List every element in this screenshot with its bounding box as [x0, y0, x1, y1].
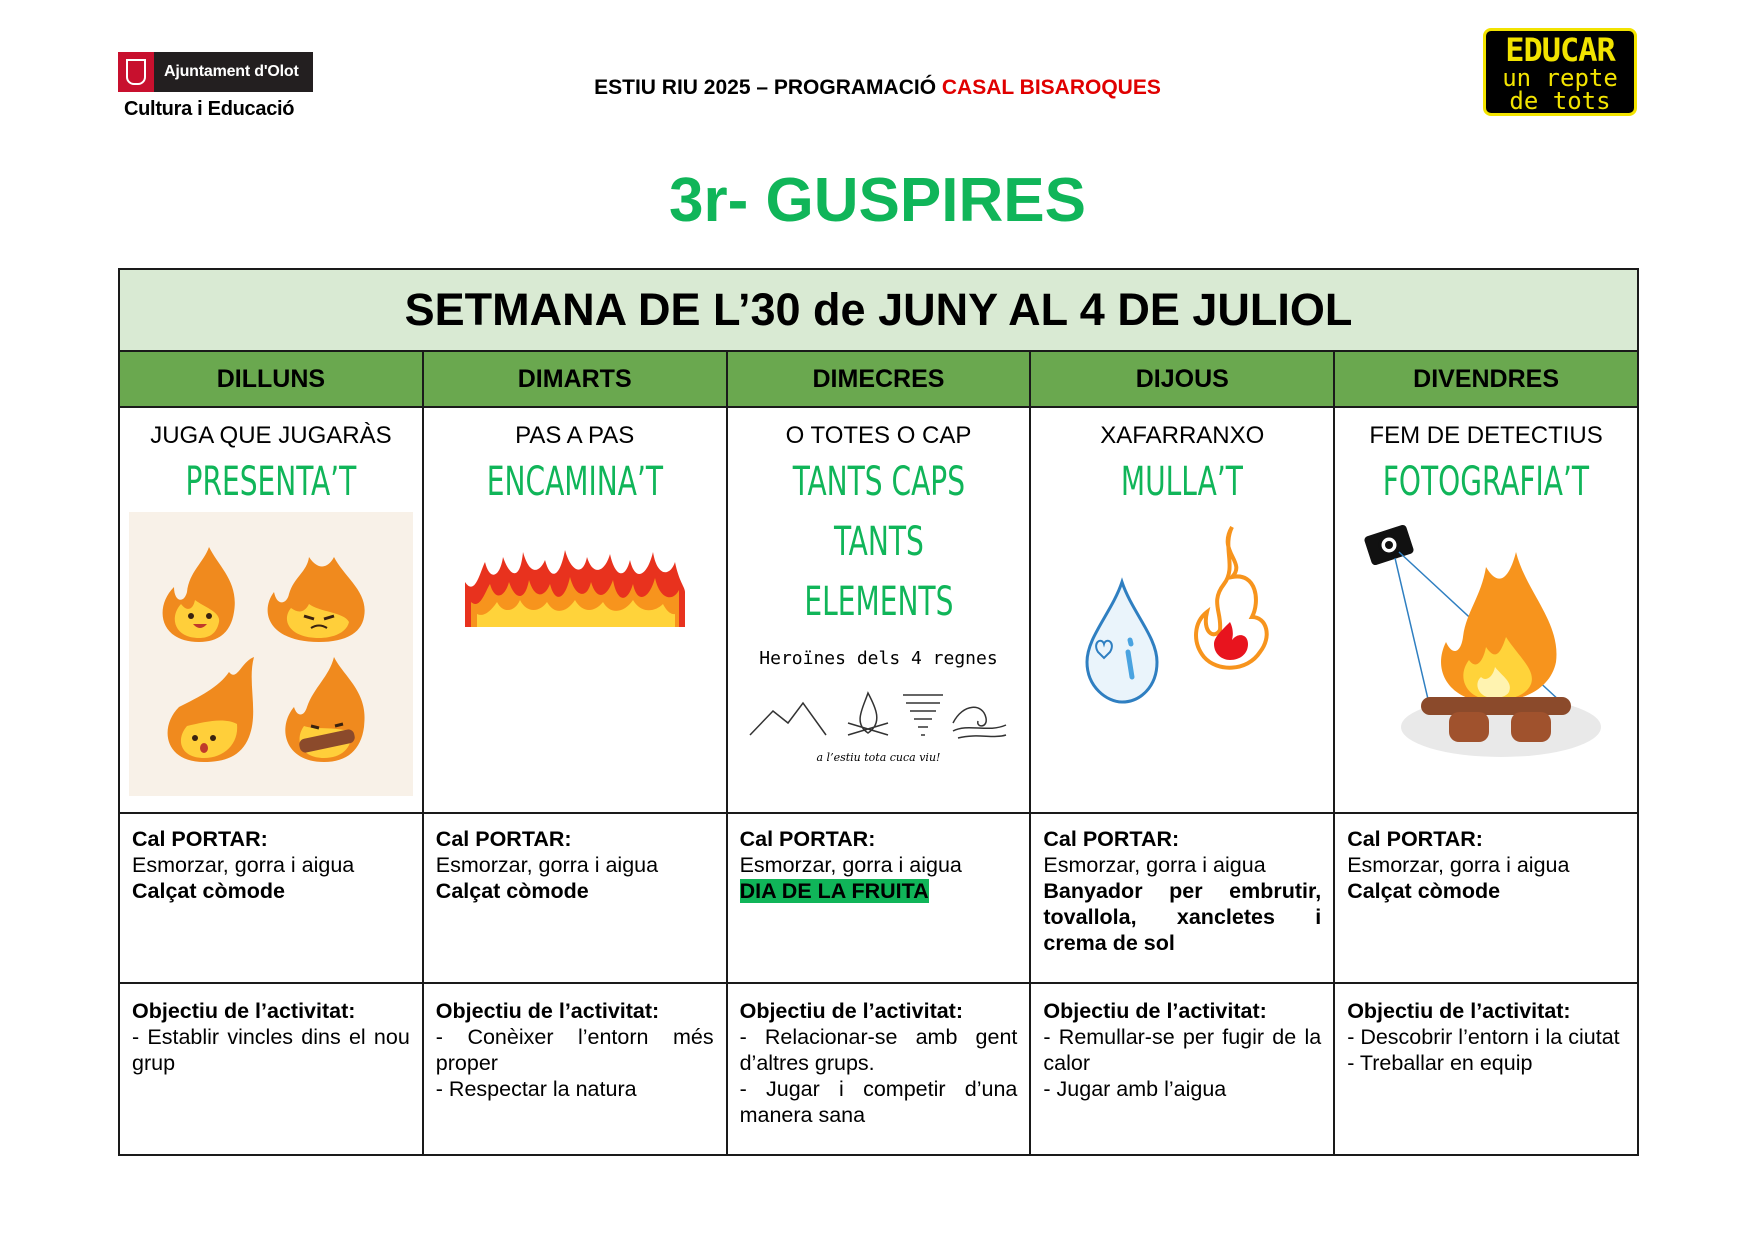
activity-cell-divendres [1334, 407, 1638, 813]
tornado-icon [903, 695, 943, 735]
bring-cell-dimarts [423, 813, 727, 983]
fire-strip-illustration [465, 542, 685, 632]
objective-label: Objectiu de l’activitat: [1347, 999, 1571, 1023]
objective-row [119, 983, 1638, 1155]
fire-heart-icon [1196, 527, 1267, 668]
objective-text: - Remullar-se per fugir de la calor [1043, 1025, 1322, 1075]
header-title-prefix: ESTIU RIU 2025 – PROGRAMACIÓ [594, 76, 942, 99]
group-title: 3r- GUSPIRES [669, 166, 1086, 235]
bring-text: Esmorzar, gorra i aigua [132, 853, 355, 877]
water-fire-illustration [1082, 522, 1282, 712]
objective-text-2: - Treballar en equip [1347, 1051, 1533, 1075]
objective-text: - Conèixer l’entorn més proper [435, 1025, 714, 1075]
educar-logo [1483, 28, 1637, 116]
illustration-caption: Heroïnes dels 4 regnes [759, 648, 998, 669]
bring-extra: Calçat còmode [435, 879, 589, 903]
schedule-table [118, 268, 1639, 1156]
activity-cell-dijous [1030, 407, 1334, 813]
activity-cell-dimarts [423, 407, 727, 813]
bring-row [119, 813, 1638, 983]
educar-logo-line1: EDUCAR [1505, 31, 1615, 69]
objective-cell-dilluns [119, 983, 423, 1155]
activity-theme: ENCAMINA’T [486, 459, 663, 505]
day-header-dilluns: DILLUNS [119, 351, 423, 407]
day-header-dimecres: DIMECRES [727, 351, 1031, 407]
org-name: Ajuntament d'Olot [164, 63, 299, 80]
week-row [119, 269, 1638, 351]
mountain-icon [750, 703, 826, 735]
bring-cell-dilluns [119, 813, 423, 983]
activity-name: FEM DE DETECTIUS [1369, 422, 1603, 449]
objective-cell-divendres [1334, 983, 1638, 1155]
week-title: SETMANA DE L’30 de JUNY AL 4 DE JULIOL [119, 269, 1638, 351]
bring-label: Cal PORTAR: [1043, 827, 1180, 851]
bring-text: Esmorzar, gorra i aigua [1347, 853, 1570, 877]
bring-label: Cal PORTAR: [739, 827, 876, 851]
educar-logo-line3: de tots [1509, 87, 1611, 115]
bring-extra: Calçat còmode [1347, 879, 1501, 903]
four-elements-illustration [748, 683, 1008, 743]
objective-text: - Relacionar-se amb gent d’altres grups. [739, 1025, 1018, 1075]
illustration-footer: a l’estiu tota cuca viu! [816, 751, 941, 764]
bring-text: Esmorzar, gorra i aigua [435, 853, 659, 877]
day-header-dijous: DIJOUS [1030, 351, 1334, 407]
dept-name: Cultura i Educació [124, 98, 295, 120]
campfire-icon [848, 693, 888, 735]
objective-text: - Establir vincles dins el nou grup [132, 1025, 410, 1075]
campfire-icon [1401, 552, 1601, 757]
objective-text: - Descobrir l’entorn i la ciutat [1347, 1025, 1620, 1049]
objective-label: Objectiu de l’activitat: [739, 999, 964, 1023]
header-title-accent: CASAL BISAROQUES [941, 76, 1161, 99]
day-header-row [119, 351, 1638, 407]
bring-cell-divendres [1334, 813, 1638, 983]
bring-cell-dimecres [727, 813, 1031, 983]
day-header-dimarts: DIMARTS [423, 351, 727, 407]
objective-cell-dimarts [423, 983, 727, 1155]
bring-label: Cal PORTAR: [132, 827, 268, 851]
objective-text-2: - Jugar amb l’aigua [1043, 1077, 1227, 1101]
activity-theme: PRESENTA’T [185, 459, 357, 505]
objective-text-2: - Respectar la natura [435, 1077, 637, 1101]
activity-theme: FOTOGRAFIA’T [1382, 459, 1590, 505]
objective-label: Objectiu de l’activitat: [1043, 999, 1267, 1023]
bring-label: Cal PORTAR: [1347, 827, 1483, 851]
activity-row [119, 407, 1638, 813]
wave-icon [953, 707, 1006, 738]
cartoon-flames-illustration [129, 512, 413, 796]
bring-cell-dijous [1030, 813, 1334, 983]
camera-campfire-illustration [1361, 512, 1611, 772]
fruit-day-highlight: DIA DE LA FRUITA [739, 879, 929, 903]
bring-extra: Banyador per embrutir, tovallola, xancletes i crema de sol [1043, 879, 1322, 955]
bring-text: Esmorzar, gorra i aigua [739, 853, 962, 877]
bring-extra: Calçat còmode [132, 879, 285, 903]
activity-cell-dilluns [119, 407, 423, 813]
day-header-divendres: DIVENDRES [1334, 351, 1638, 407]
objective-text-2: - Jugar i competir d’una manera sana [739, 1077, 1018, 1127]
objective-label: Objectiu de l’activitat: [132, 999, 356, 1023]
objective-label: Objectiu de l’activitat: [435, 999, 660, 1023]
activity-name: O TOTES O CAP [785, 422, 972, 449]
objective-cell-dijous [1030, 983, 1334, 1155]
educar-logo-line2: un repte [1502, 64, 1618, 92]
activity-name: PAS A PAS [515, 422, 635, 449]
activity-theme: MULLA’T [1121, 459, 1244, 505]
objective-cell-dimecres [727, 983, 1031, 1155]
water-drop-icon [1087, 582, 1157, 702]
activity-theme: TANTS CAPS TANTS ELEMENTS [792, 459, 965, 625]
activity-name: JUGA QUE JUGARÀS [150, 422, 392, 449]
bring-label: Cal PORTAR: [435, 827, 572, 851]
activity-cell-dimecres [727, 407, 1031, 813]
bring-text: Esmorzar, gorra i aigua [1043, 853, 1266, 877]
activity-name: XAFARRANXO [1100, 422, 1265, 449]
